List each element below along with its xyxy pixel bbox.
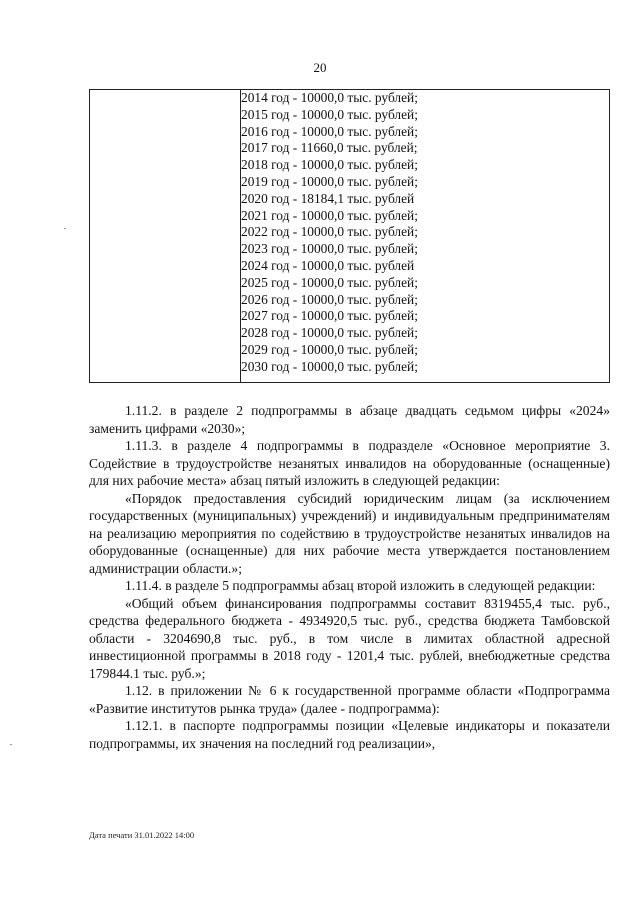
table-value-cell [241,90,610,383]
funding-line-2028: 2028 год - 10000,0 тыс. рублей; [241,325,418,341]
page-number: 20 [313,60,327,75]
funding-line-2029: 2029 год - 10000,0 тыс. рублей; [241,341,418,357]
funding-line-2024: 2024 год - 10000,0 тыс. рублей [241,257,415,273]
paragraph-1-12-1: 1.12.1. в паспорте подпрограммы позиции «Целевые индикаторы и показатели подпрограммы, их значения на последний год реализации», [89,718,610,751]
scan-speck [10,744,12,745]
funding-line-2014: 2014 год - 10000,0 тыс. рублей; [241,90,418,105]
funding-table [89,89,610,383]
quoted-paragraph-procedure: «Порядок предоставления субсидий юридическим лицам (за исключением государственных (муниципальных) учреждений) и индивидуальным предпринимателям на реализацию мероприятия по содействию в трудоустройстве незанятых инвалидов на оборудованные (оснащенные) для них рабочие места утверждается постановлением администрации области.»; [89,490,610,576]
funding-line-2021: 2021 год - 10000,0 тыс. рублей; [241,207,418,223]
funding-line-2015: 2015 год - 10000,0 тыс. рублей; [241,106,418,122]
funding-line-2017: 2017 год - 11660,0 тыс. рублей; [241,140,418,156]
paragraph-1-12: 1.12. в приложении № 6 к государственной программе области «Подпрограмма «Развитие институтов рынка труда» (далее - подпрограмма): [89,683,610,716]
funding-line-2025: 2025 год - 10000,0 тыс. рублей; [241,274,418,290]
funding-line-2016: 2016 год - 10000,0 тыс. рублей; [241,123,418,139]
funding-line-2026: 2026 год - 10000,0 тыс. рублей; [241,291,418,307]
document-body [89,402,610,752]
paragraph-1-11-3: 1.11.3. в разделе 4 подпрограммы в подразделе «Основное мероприятие 3. Содействие в трудоустройстве незанятых инвалидов на оборудованные (оснащенные) для них рабочие места» абзац пятый изложить в следующей редакции: [89,438,610,488]
funding-line-2020: 2020 год - 18184,1 тыс. рублей [241,190,415,206]
paragraph-1-11-2: 1.11.2. в разделе 2 подпрограммы в абзаце двадцать седьмом цифры «2024» заменить цифрами «2030»; [89,403,610,436]
funding-line-2018: 2018 год - 10000,0 тыс. рублей; [241,157,418,173]
quoted-paragraph-funding: «Общий объем финансирования подпрограммы составит 8319455,4 тыс. руб., средства федерального бюджета - 4934920,5 тыс. руб., средства бюджета Тамбовской области - 3204690,8 тыс. руб., в том числе в лимитах областной адресной инвестиционной программы в 2018 году - 1201,4 тыс. рублей, внебюджетные средства 179844.1 тыс. руб.»; [89,595,610,681]
scan-speck [64,228,66,229]
funding-line-2019: 2019 год - 10000,0 тыс. рублей; [241,173,418,189]
table-label-cell [90,90,241,383]
funding-line-2027: 2027 год - 10000,0 тыс. рублей; [241,308,418,324]
funding-line-2030: 2030 год - 10000,0 тыс. рублей; [241,358,418,374]
table-row [90,90,610,383]
paragraph-1-11-4: 1.11.4. в разделе 5 подпрограммы абзац второй изложить в следующей редакции: [125,578,596,593]
funding-line-2022: 2022 год - 10000,0 тыс. рублей; [241,224,418,240]
funding-line-2023: 2023 год - 10000,0 тыс. рублей; [241,241,418,257]
print-date: Дата печати 31.01.2022 14:00 [89,830,195,840]
